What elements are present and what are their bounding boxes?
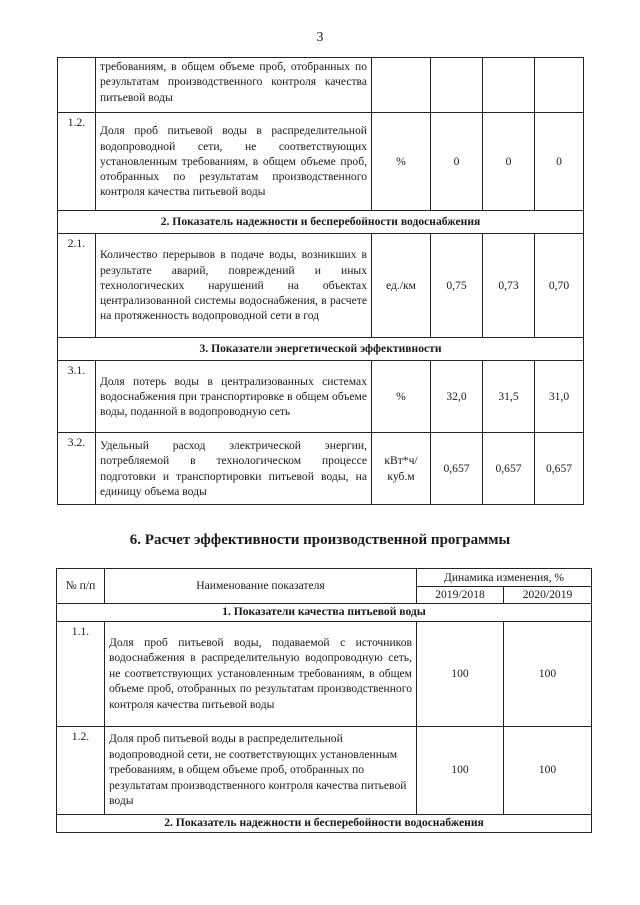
table-row [57, 726, 592, 814]
row-unit: кВт*ч/ куб.м [372, 433, 431, 505]
row-value: 31,0 [535, 361, 584, 433]
page-number: 3 [316, 30, 324, 45]
row-unit: % [372, 113, 431, 211]
section-heading: 6. Расчет эффективности производственной программы [129, 532, 511, 548]
row-value: 0 [483, 113, 535, 211]
row-number [58, 58, 96, 113]
row-value: 0,657 [431, 433, 483, 505]
row-value: 100 [417, 621, 504, 726]
header-row [57, 569, 592, 587]
row-number: 3.1. [58, 361, 96, 433]
row-value: 0 [535, 113, 584, 211]
row-description: Доля проб питьевой воды в распределительной водопроводной сети, не соответствующих установленным требованиям, в общем объеме проб, отобранных по результатам производственного контроля качества питьевой воды [96, 113, 372, 211]
table-row [58, 433, 584, 505]
section-title: 2. Показатель надежности и бесперебойности водоснабжения [58, 211, 584, 234]
column-header-dynamics: Динамика изменения, % [417, 569, 592, 587]
row-value: 100 [504, 726, 592, 814]
row-description: требованиям, в общем объеме проб, отобранных по результатам производственного контроля качества питьевой воды [96, 58, 372, 113]
row-value: 0,657 [535, 433, 584, 505]
column-header-number: № п/п [57, 569, 105, 604]
row-number: 1.2. [57, 726, 105, 814]
column-header-name: Наименование показателя [105, 569, 417, 604]
row-description: Доля проб питьевой воды в распределительной водопроводной сети, не соответствующих установленным требованиям, в общем объеме проб, отобранных по результатам производственного контроля качества питьевой воды [105, 726, 417, 814]
table-row [58, 58, 584, 113]
efficiency-table [56, 568, 592, 833]
row-value [483, 58, 535, 113]
row-unit [372, 58, 431, 113]
row-description: Количество перерывов в подаче воды, возникших в результате аварий, повреждений и иных технологических нарушений на объектах централизованной системы водоснабжения, в расчете на протяженность водопроводной сети в год [96, 234, 372, 338]
row-unit: % [372, 361, 431, 433]
table-row [57, 621, 592, 726]
section-row [57, 814, 592, 832]
column-header-period: 2019/2018 [417, 587, 504, 604]
section-title: 2. Показатель надежности и бесперебойности водоснабжения [57, 814, 592, 832]
row-number: 1.2. [58, 113, 96, 211]
section-row [58, 338, 584, 361]
row-value: 0,657 [483, 433, 535, 505]
row-unit: ед./км [372, 234, 431, 338]
row-value: 0,73 [483, 234, 535, 338]
row-value: 0,70 [535, 234, 584, 338]
indicators-table [57, 57, 584, 505]
section-title: 3. Показатели энергетической эффективности [58, 338, 584, 361]
row-value: 100 [504, 621, 592, 726]
row-value: 31,5 [483, 361, 535, 433]
row-value [431, 58, 483, 113]
row-description: Доля проб питьевой воды, подаваемой с источников водоснабжения в распределительную водопроводную сеть, не соответствующих установленным требованиям, в общем объеме проб, отобранных по результатам производственного контроля качества питьевой воды [105, 621, 417, 726]
column-header-period: 2020/2019 [504, 587, 592, 604]
section-title: 1. Показатели качества питьевой воды [57, 603, 592, 621]
table-row [58, 361, 584, 433]
row-value: 0,75 [431, 234, 483, 338]
row-description: Удельный расход электрической энергии, потребляемой в технологическом процессе подготовки и транспортировки питьевой воды, на единицу объема воды [96, 433, 372, 505]
table-row [58, 234, 584, 338]
row-value [535, 58, 584, 113]
row-number: 3.2. [58, 433, 96, 505]
row-description: Доля потерь воды в централизованных системах водоснабжения при транспортировке в общем объеме воды, поданной в водопроводную сеть [96, 361, 372, 433]
table-row [58, 113, 584, 211]
row-number: 1.1. [57, 621, 105, 726]
row-value: 32,0 [431, 361, 483, 433]
section-row [57, 603, 592, 621]
section-row [58, 211, 584, 234]
row-number: 2.1. [58, 234, 96, 338]
row-value: 100 [417, 726, 504, 814]
row-value: 0 [431, 113, 483, 211]
